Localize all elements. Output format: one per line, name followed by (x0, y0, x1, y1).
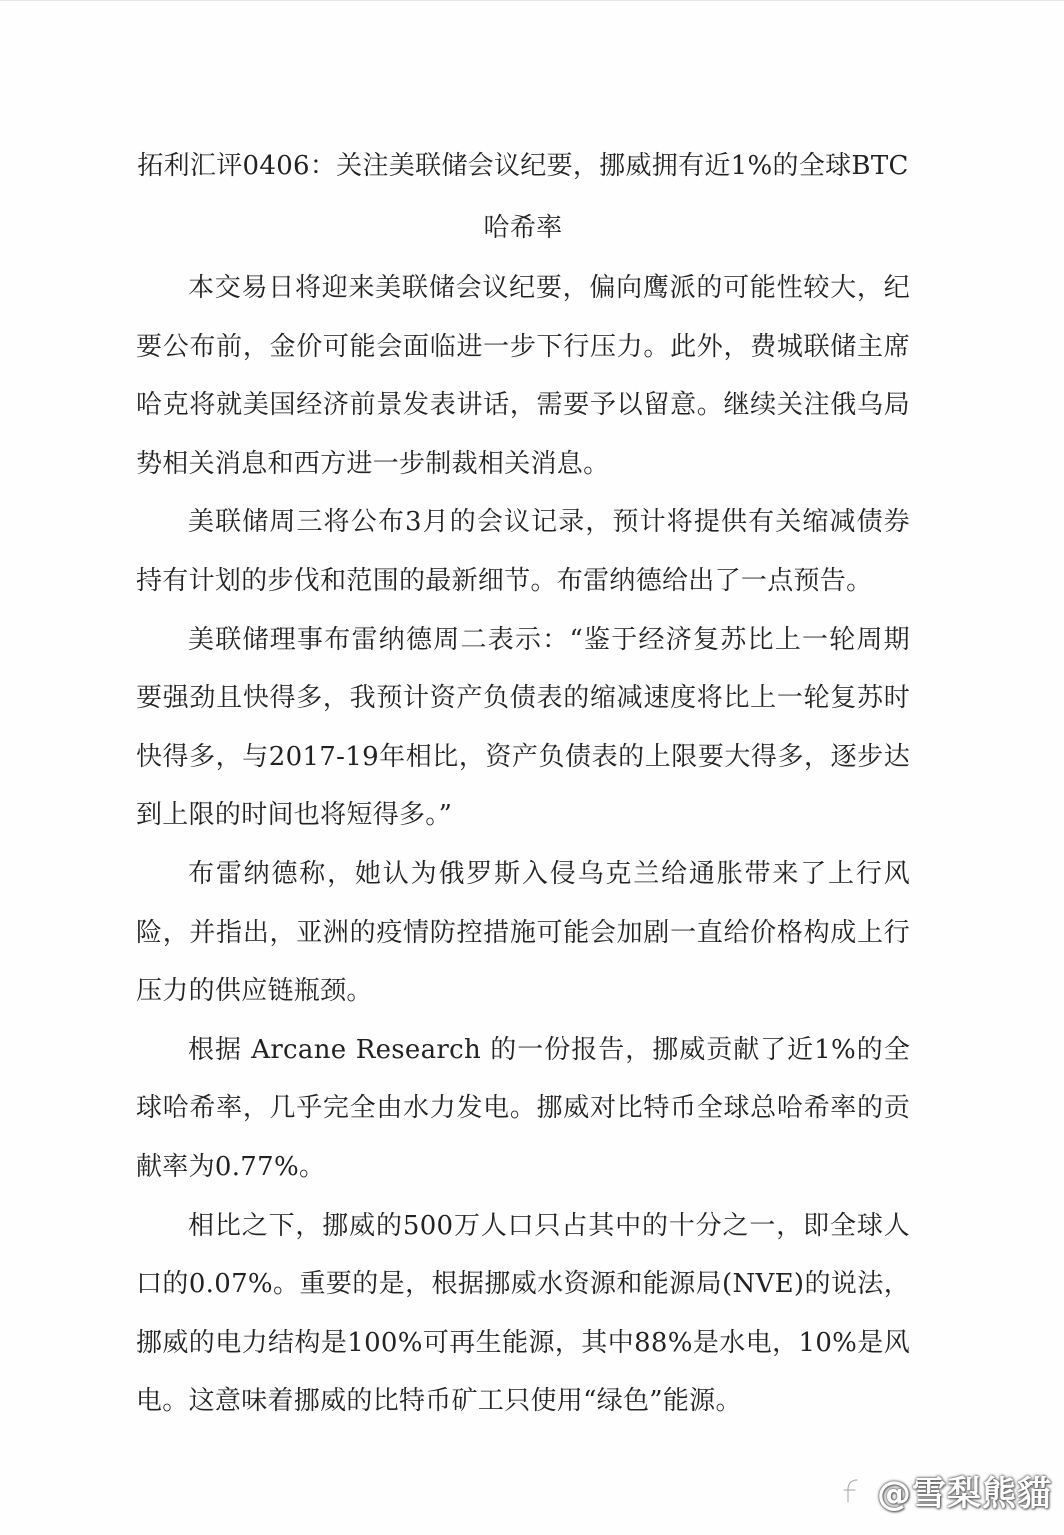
paragraph-1: 本交易日将迎来美联储会议纪要，偏向鹰派的可能性较大，纪要公布前，金价可能会面临进一步下行压力。此外，费城联储主席哈克将就美国经济前景发表讲话，需要予以留意。继续关注俄乌局势相关消息和西方进一步制裁相关消息。 (136, 273, 910, 479)
article-body (136, 135, 910, 1431)
snowball-logo-icon (837, 1474, 871, 1508)
paragraph-5: 根据 Arcane Research 的一份报告，挪威贡献了近1%的全球哈希率，几乎完全由水力发电。挪威对比特币全球总哈希率的贡献率为0.77%。 (136, 1034, 910, 1182)
paragraph-2: 美联储周三将公布3月的会议记录，预计将提供有关缩减债券持有计划的步伐和范围的最新细节。布雷纳德给出了一点预告。 (136, 507, 910, 596)
watermark (837, 1466, 1052, 1515)
watermark-text: @雪梨熊貓 (877, 1474, 1052, 1514)
paragraph-4: 布雷纳德称，她认为俄罗斯入侵乌克兰给通胀带来了上行风险，并指出，亚洲的疫情防控措施可能会加剧一直给价格构成上行压力的供应链瓶颈。 (136, 858, 910, 1007)
article-title: 拓利汇评0406：关注美联储会议纪要，挪威拥有近1%的全球BTC哈希率 (137, 151, 909, 243)
paragraph-3: 美联储理事布雷纳德周二表示：“鉴于经济复苏比上一轮周期要强劲且快得多，我预计资产负债表的缩减速度将比上一轮复苏时快得多，与2017-19年相比，资产负债表的上限要大得多，逐步达到上限的时间也将短得多。” (136, 624, 910, 831)
paragraph-6: 相比之下，挪威的500万人口只占其中的十分之一，即全球人口的0.07%。重要的是，根据挪威水资源和能源局(NVE)的说法，挪威的电力结构是100%可再生能源，其中88%是水电，10%是风电。这意味着挪威的比特币矿工只使用“绿色”能源。 (136, 1210, 910, 1417)
